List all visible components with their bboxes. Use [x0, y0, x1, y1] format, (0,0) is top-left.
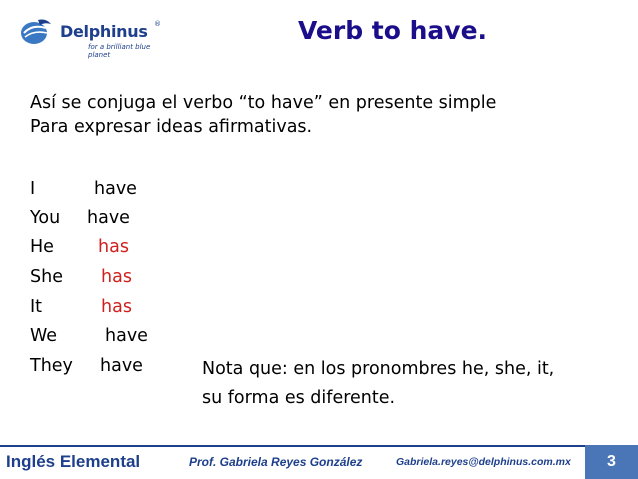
- footer-professor: Prof. Gabriela Reyes González: [189, 455, 363, 469]
- verb-form-highlight: has: [101, 297, 132, 317]
- verb-form: have: [100, 356, 143, 376]
- logo-tagline: for a brilliant blue planet: [88, 43, 151, 59]
- pronoun: It: [30, 297, 43, 317]
- intro-text: [30, 91, 496, 139]
- logo-name: Delphinus: [60, 22, 148, 41]
- verb-form: have: [94, 179, 137, 199]
- pronoun: I: [30, 179, 36, 199]
- pronoun: They: [30, 356, 73, 376]
- page-title: Verb to have.: [297, 16, 488, 45]
- delphinus-logo: [14, 10, 174, 58]
- footer-email: Gabriela.reyes@delphinus.com.mx: [396, 456, 571, 468]
- page-number-badge: 3: [585, 445, 638, 479]
- pronoun: We: [30, 326, 58, 346]
- dolphin-globe-icon: [18, 16, 54, 46]
- intro-line-1: Así se conjuga el verbo “to have” en presente simple: [30, 93, 497, 113]
- note-line-1: Nota que: en los pronombres he, she, it,: [202, 359, 555, 379]
- footer-course-name: Inglés Elemental: [6, 452, 141, 471]
- logo-registered-mark: ®: [154, 20, 161, 28]
- pronoun: You: [30, 208, 61, 228]
- pronoun: She: [30, 267, 63, 287]
- intro-line-2: Para expresar ideas afirmativas.: [30, 117, 313, 137]
- note-text: [202, 355, 554, 413]
- verb-form-highlight: has: [98, 237, 129, 257]
- pronoun: He: [30, 237, 54, 257]
- note-line-2: su forma es diferente.: [202, 388, 396, 408]
- footer-divider: [0, 445, 585, 447]
- verb-form-highlight: has: [101, 267, 132, 287]
- verb-form: have: [87, 208, 130, 228]
- verb-form: have: [105, 326, 148, 346]
